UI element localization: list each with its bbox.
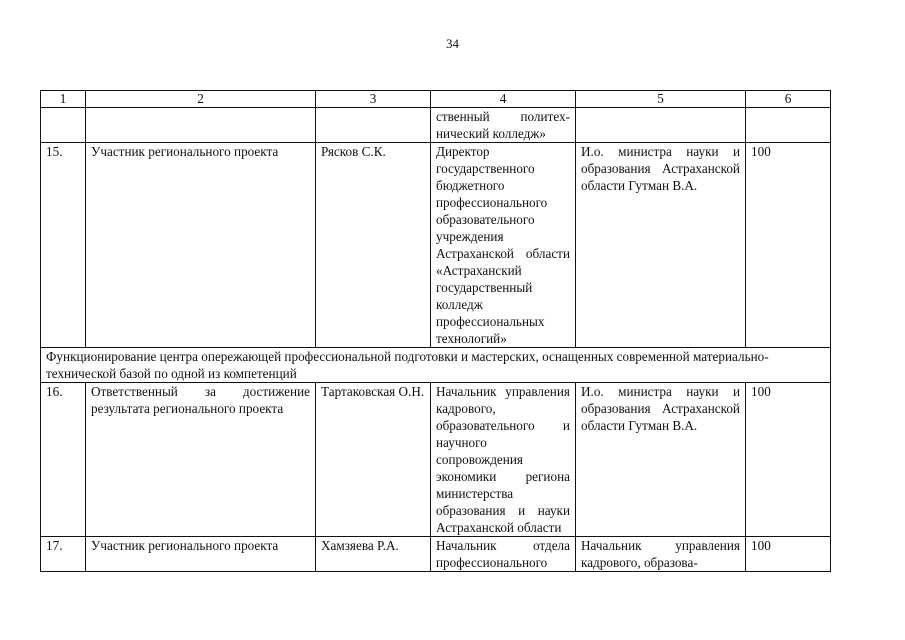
responsibility-table [40,90,831,572]
cell-row-number: 17. [41,537,86,572]
cell-percent: 100 [746,537,831,572]
header-cell-1: 1 [41,91,86,108]
cell-percent: 100 [746,143,831,348]
table-row-17 [41,537,831,572]
cell-supervisor: И.о. министра науки и образования Астраханской области Гутман В.А. [576,383,746,537]
cell-empty [86,108,316,143]
table-row-16 [41,383,831,537]
cell-percent: 100 [746,383,831,537]
cell-role: Участник регионального проекта [86,143,316,348]
section-title: Функционирование центра опережающей профессиональной подготовки и мастерских, оснащенных современной материально-технической базой по одной из компетенций [41,348,831,383]
cell-empty [576,108,746,143]
cell-role: Участник регионального проекта [86,537,316,572]
cell-row-number: 15. [41,143,86,348]
cell-empty [41,108,86,143]
cell-person-name: Хамзяева Р.А. [316,537,431,572]
header-cell-2: 2 [86,91,316,108]
cell-supervisor: И.о. министра науки и образования Астраханской области Гутман В.А. [576,143,746,348]
cell-person-name: Тартаковская О.Н. [316,383,431,537]
cell-position: Директор государственного бюджетного профессионального образовательного учреждения Астраханской области «Астраханский государственный колледж профессиональных технологий» [431,143,576,348]
cell-position-continued: ственный политех-нический колледж» [431,108,576,143]
table-row-continuation [41,108,831,143]
cell-empty [746,108,831,143]
cell-person-name: Рясков С.К. [316,143,431,348]
page-number: 34 [446,36,459,51]
header-cell-5: 5 [576,91,746,108]
cell-supervisor: Начальник управления кадрового, образова- [576,537,746,572]
cell-position: Начальник отдела профессионального [431,537,576,572]
table-header-row [41,91,831,108]
header-cell-3: 3 [316,91,431,108]
cell-position: Начальник управления кадрового, образовательного и научного сопровождения экономики региона министерства образования и науки Астраханской области [431,383,576,537]
header-cell-6: 6 [746,91,831,108]
table-section-row [41,348,831,383]
cell-role: Ответственный за достижение результата регионального проекта [86,383,316,537]
cell-empty [316,108,431,143]
table-row-15 [41,143,831,348]
header-cell-4: 4 [431,91,576,108]
cell-row-number: 16. [41,383,86,537]
